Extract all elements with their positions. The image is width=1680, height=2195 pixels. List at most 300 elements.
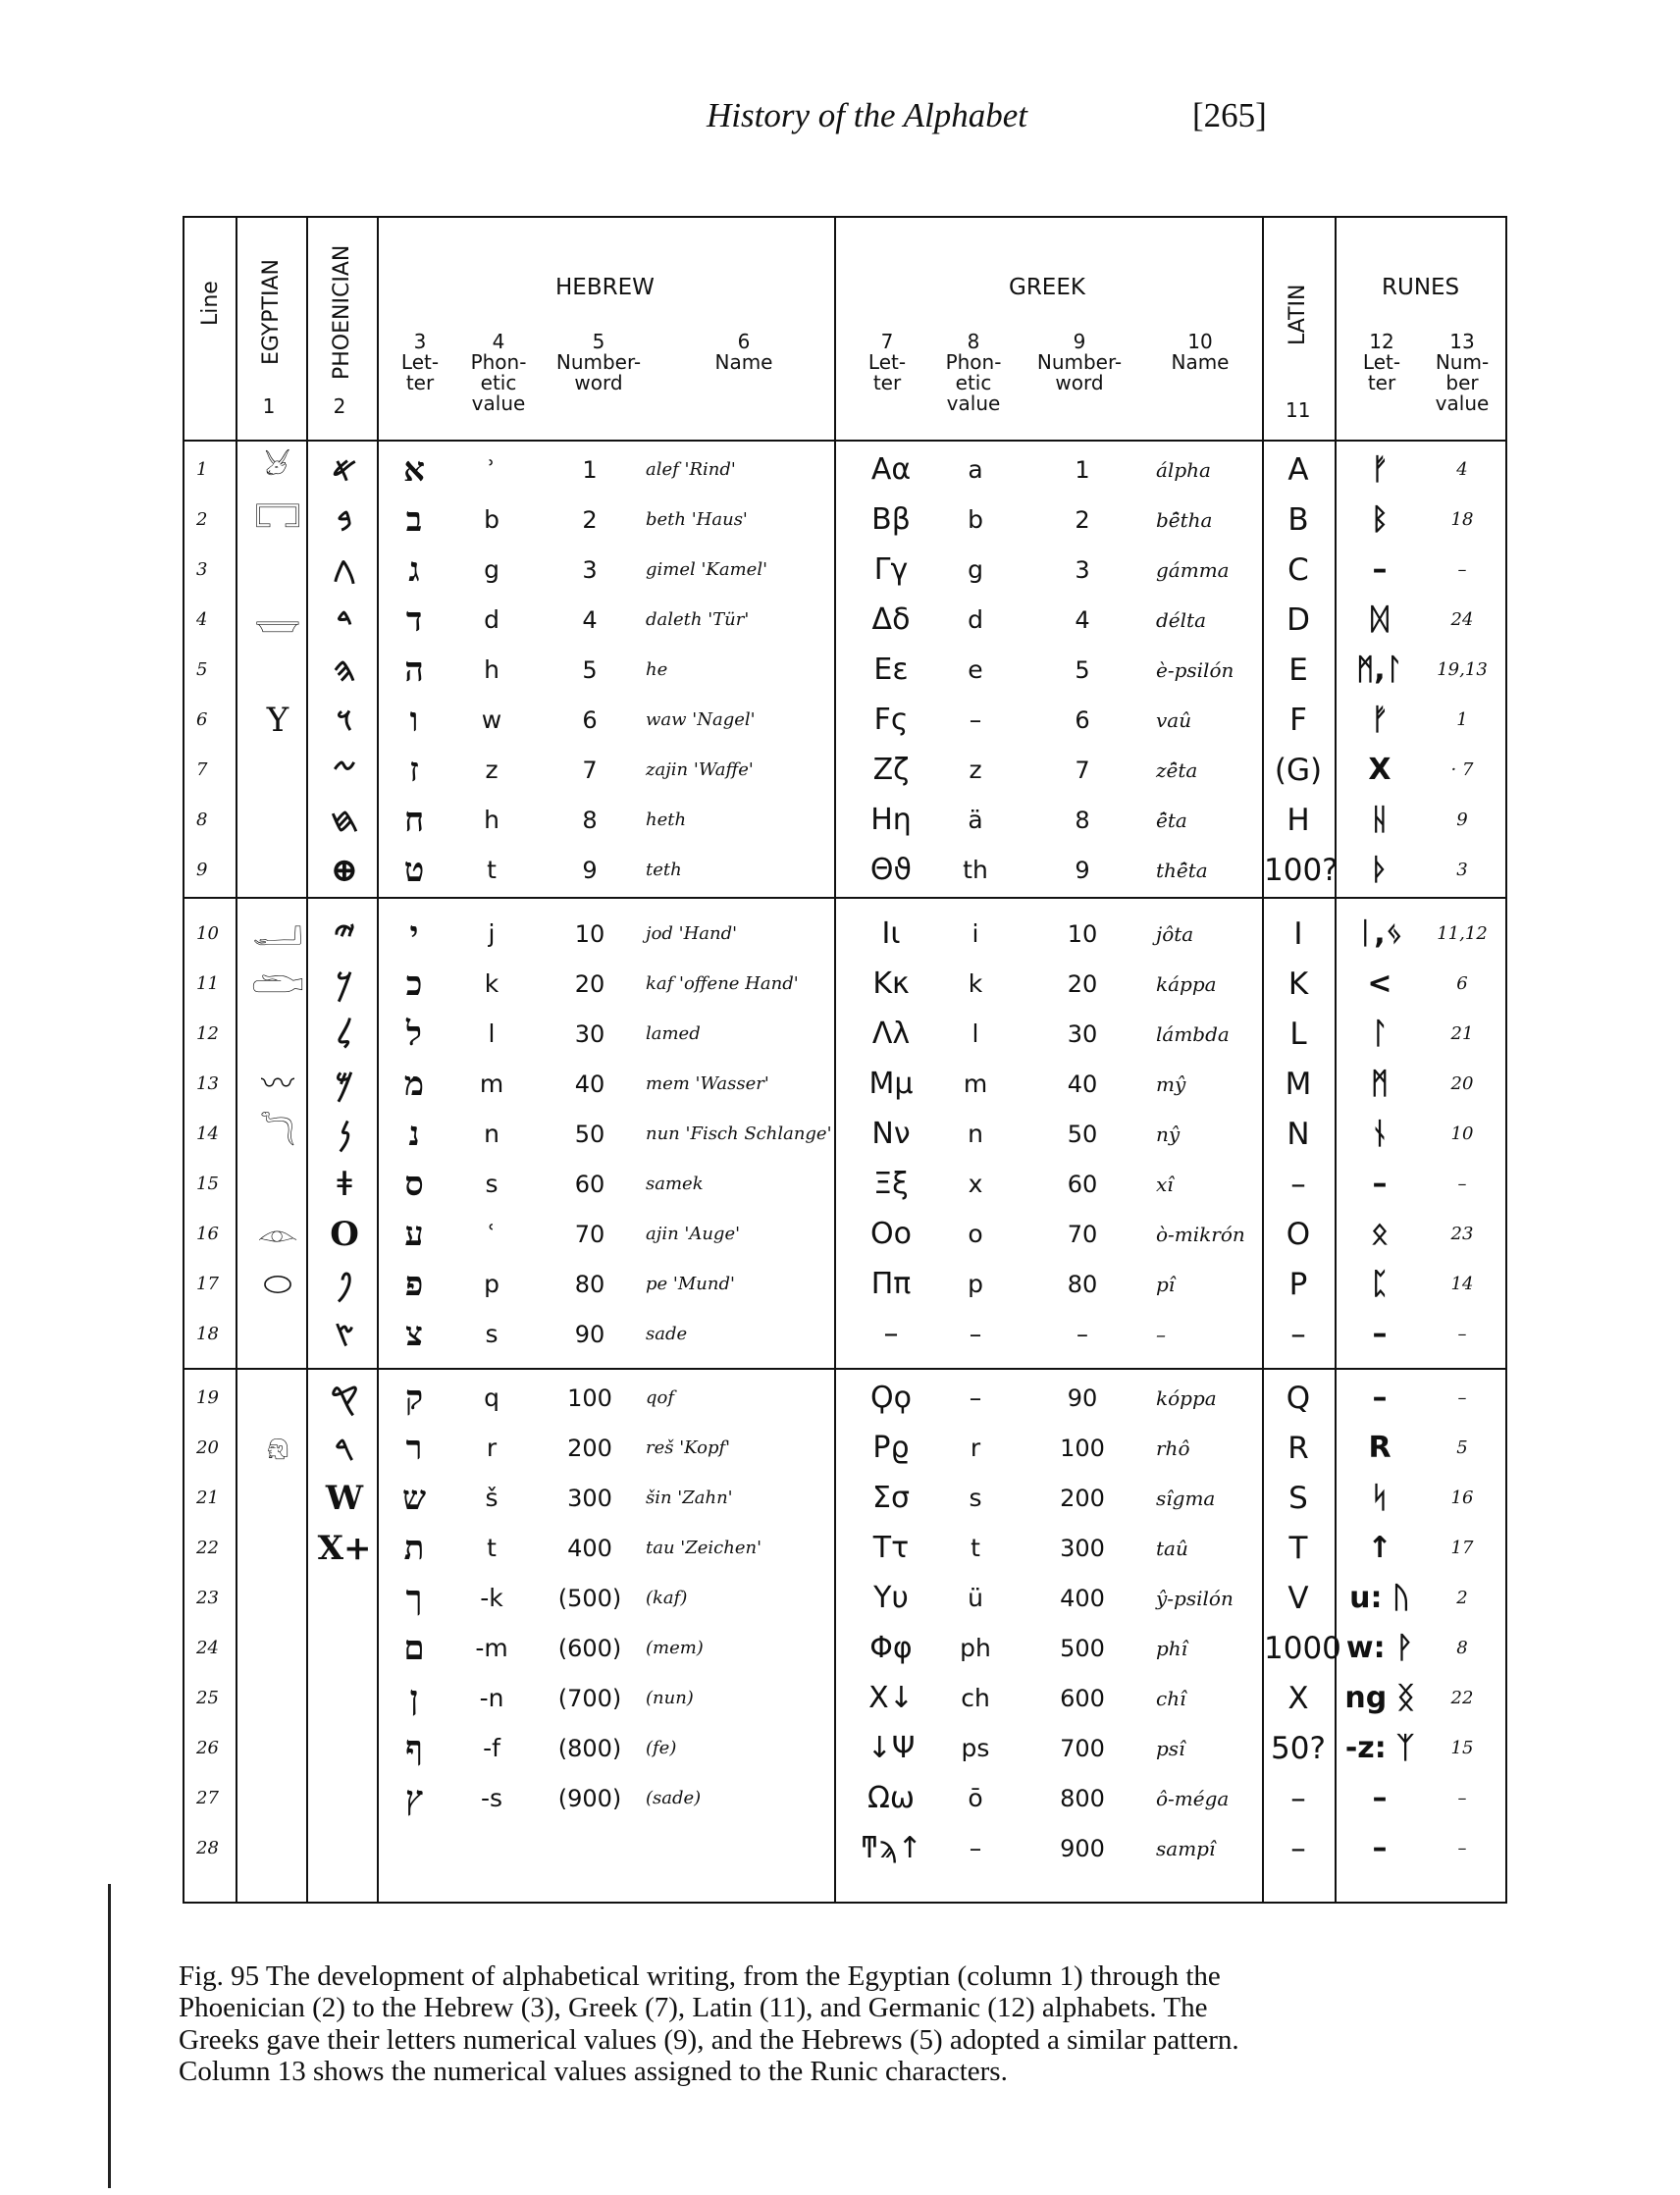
cell-rl: ᚦ: [1371, 853, 1389, 887]
figure-caption: Fig. 95 The development of alphabetical writing, from the Egyptian (column 1) through the Phoenician (2) to the Hebrew (3), Greek (7), Latin (11), and Germanic (12) alphabets. The Greeks gave their letters numerical values (9), and the Hebrews (5) adopted a similar pattern. Column 13 shows the numerical values assigned to the Runic characters.: [179, 1960, 1239, 2088]
cell-ph: 𐤂: [333, 550, 356, 590]
cell-hname: lamed: [646, 1023, 701, 1044]
cell-hp: h: [484, 655, 499, 684]
cell-ph: 𐤅: [336, 701, 353, 740]
cell-gp: z: [969, 756, 982, 784]
cell-la: D: [1286, 602, 1310, 638]
cell-ph: 𐤁: [337, 500, 352, 540]
cell-eg: Y: [266, 701, 289, 740]
cell-gl: ͳϡ↑: [860, 1831, 922, 1865]
cell-gp: s: [969, 1484, 982, 1512]
cell-gp: ch: [961, 1684, 990, 1712]
cell-gp: d: [968, 605, 983, 634]
cell-rl: ᛈ: [1371, 1267, 1389, 1301]
cell-rl: u: ᚢ: [1349, 1581, 1410, 1615]
cell-hp: -s: [480, 1784, 503, 1812]
cell-gname: mŷ: [1156, 1072, 1186, 1096]
cell-rl: ᛋ: [1371, 1481, 1389, 1515]
cell-hn: [555, 1824, 624, 1873]
cell-rn: –: [1457, 1387, 1467, 1408]
cell-hp: g: [484, 555, 499, 584]
cell-la: B: [1287, 502, 1309, 538]
cell-ph: 𐤒: [330, 1379, 359, 1418]
cell-eg: 𓆓: [259, 1115, 296, 1154]
cell-ph: 𐤋: [336, 1015, 353, 1054]
cell-rl: –: [1372, 1781, 1388, 1815]
table-row: [184, 1724, 1505, 1773]
cell-hl: כ: [405, 965, 423, 1004]
cell-gn: 2: [1075, 506, 1090, 534]
cell-hl: ו: [409, 701, 419, 740]
cell-gp: –: [969, 1384, 982, 1412]
cell-rl: ᛞ: [1371, 602, 1389, 637]
cell-rl: –: [1372, 1167, 1388, 1201]
cell-eg: [247, 1010, 308, 1059]
cell-ph: O: [330, 1215, 359, 1254]
table-row: [184, 1474, 1505, 1523]
cell-gn: 4: [1075, 606, 1090, 634]
cell-rn: 15: [1450, 1738, 1474, 1758]
cell-hn: 80: [574, 1271, 605, 1298]
cell-hl: נ: [408, 1115, 420, 1154]
cell-hname: (nun): [646, 1688, 694, 1708]
cell-gname: nŷ: [1156, 1123, 1181, 1146]
cell-hname: sade: [646, 1324, 688, 1344]
cell-hp: l: [488, 1019, 496, 1048]
cell-gn: 8: [1075, 807, 1090, 834]
cell-rl: ᚠ: [1371, 452, 1389, 487]
cell-hname: tau 'Zeichen': [646, 1538, 762, 1558]
cell-hl: ב: [405, 500, 423, 540]
cell-rl: ᛗ,ᛚ: [1356, 653, 1403, 687]
cell-gl: Ττ: [872, 1531, 910, 1565]
table-row: [184, 1774, 1505, 1823]
cell-line: 26: [196, 1738, 219, 1758]
col-7-label: 7 Let- ter: [867, 330, 907, 394]
cell-rl: ᚺ: [1371, 803, 1389, 837]
cell-line: 10: [196, 923, 219, 944]
cell-gname: kóppa: [1156, 1386, 1217, 1410]
cell-gn: 200: [1060, 1485, 1105, 1512]
cell-gn: 30: [1067, 1020, 1098, 1048]
cell-gname: ē̂ta: [1156, 809, 1187, 832]
cell-gl: Ζζ: [872, 753, 910, 787]
table-row: [184, 1210, 1505, 1259]
cell-hn: 2: [582, 506, 598, 534]
cell-la: R: [1287, 1431, 1309, 1466]
cell-gl: Ϝς: [873, 703, 909, 737]
cell-gp: ä: [968, 806, 983, 834]
cell-gn: 100: [1060, 1435, 1105, 1462]
cell-gname: è-psilón: [1156, 658, 1234, 682]
col-phoenician-label: PHOENICIAN: [330, 244, 354, 380]
cell-gn: 600: [1060, 1685, 1105, 1712]
cell-hname: alef 'Rind': [646, 459, 736, 480]
cell-gname: bē̂tha: [1156, 508, 1213, 532]
cell-gp: ps: [961, 1734, 990, 1762]
cell-rl: X: [1368, 753, 1391, 787]
cell-ph: ǂ: [337, 1165, 352, 1204]
cell-gname: jôta: [1156, 922, 1194, 946]
cell-gname: sîgma: [1156, 1487, 1216, 1510]
cell-gl: Ϙϙ: [870, 1381, 912, 1415]
cell-line: 18: [196, 1324, 219, 1344]
group-runes-label: RUNES: [1382, 275, 1460, 300]
cell-gname: káppa: [1156, 972, 1217, 996]
cell-gn: –: [1076, 1321, 1088, 1348]
cell-gn: 6: [1075, 706, 1090, 734]
cell-gname: álpha: [1156, 458, 1211, 482]
cell-hp: d: [484, 605, 499, 634]
cell-hname: beth 'Haus': [646, 509, 748, 530]
cell-hp: -n: [479, 1684, 504, 1712]
cell-ph: [314, 1674, 375, 1723]
cell-ph: 𐤃: [336, 601, 353, 640]
cell-la: Q: [1286, 1381, 1311, 1416]
cell-hl: ג: [408, 550, 420, 590]
cell-hl: ה: [404, 651, 424, 690]
cell-line: 9: [196, 860, 208, 880]
cell-hl: צ: [405, 1315, 423, 1354]
cell-la: L: [1289, 1017, 1307, 1052]
cell-hl: ן: [409, 1679, 419, 1718]
cell-hp: k: [484, 969, 499, 998]
cell-rn: · 7: [1450, 759, 1474, 780]
cell-gl: Ββ: [871, 502, 911, 537]
cell-rn: 16: [1450, 1488, 1474, 1508]
cell-rn: 17: [1450, 1538, 1474, 1558]
cell-gname: chî: [1156, 1687, 1186, 1710]
cell-hp: n: [484, 1120, 499, 1148]
cell-hn: (800): [557, 1735, 622, 1762]
cell-hp: t: [487, 856, 497, 884]
cell-hp: -m: [475, 1634, 508, 1662]
col-2-number: 2: [333, 394, 346, 418]
cell-eg: [247, 1824, 308, 1873]
cell-ph: 𐤉: [334, 915, 355, 954]
cell-line: 27: [196, 1788, 219, 1808]
cell-hp: m: [479, 1070, 504, 1098]
cell-gname: zē̂ta: [1156, 758, 1198, 782]
cell-la: M: [1285, 1067, 1312, 1102]
cell-gl: Δδ: [871, 602, 911, 637]
cell-gname: gámma: [1156, 558, 1230, 582]
cell-gname: ŷ-psilón: [1156, 1587, 1234, 1610]
table-row: [184, 960, 1505, 1009]
cell-hp: r: [486, 1434, 498, 1462]
cell-hl: ץ: [405, 1779, 423, 1818]
cell-gl: Σσ: [872, 1481, 910, 1515]
cell-hname: zajin 'Waffe': [646, 759, 754, 780]
cell-hn: 100: [567, 1385, 612, 1412]
cell-hl: א: [403, 450, 425, 490]
cell-rn: 21: [1450, 1023, 1474, 1044]
cell-hn: (900): [557, 1785, 622, 1812]
cell-rn: –: [1457, 1324, 1467, 1344]
cell-gp: m: [963, 1070, 988, 1098]
cell-hp: ʾ: [488, 455, 496, 484]
cell-hname: (sade): [646, 1788, 702, 1808]
cell-hl: ס: [404, 1165, 424, 1204]
cell-hn: (600): [557, 1635, 622, 1662]
cell-eg: [247, 546, 308, 595]
cell-rl: ᛚ: [1371, 1017, 1389, 1051]
cell-ph: 𐤊: [336, 965, 353, 1004]
cell-gp: th: [963, 856, 988, 884]
cell-hn: 8: [582, 807, 598, 834]
page-number: [265]: [1192, 96, 1267, 134]
cell-rn: 8: [1456, 1638, 1468, 1658]
cell-la: C: [1287, 552, 1309, 588]
cell-rn: 11,12: [1437, 923, 1488, 944]
cell-gp: o: [968, 1220, 983, 1248]
cell-rl: –: [1372, 552, 1388, 587]
cell-hname: (fe): [646, 1738, 677, 1758]
cell-gl: Ξξ: [873, 1167, 909, 1201]
cell-hl: ף: [405, 1729, 423, 1768]
cell-gp: b: [968, 505, 983, 534]
cell-gn: 40: [1067, 1071, 1098, 1098]
cell-rn: –: [1457, 1838, 1467, 1858]
cell-eg: 𓂝: [252, 915, 303, 954]
cell-gl: Γγ: [873, 552, 909, 587]
cell-gn: 60: [1067, 1171, 1098, 1198]
table-row: [184, 1824, 1505, 1873]
cell-rn: 20: [1450, 1073, 1474, 1094]
cell-hp: t: [487, 1534, 497, 1562]
cell-la: K: [1287, 967, 1309, 1002]
cell-line: 20: [196, 1437, 219, 1458]
cell-hl: ד: [405, 601, 423, 640]
table-row: [184, 1374, 1505, 1423]
cell-hn: 90: [574, 1321, 605, 1348]
cell-gname: rhô: [1156, 1437, 1190, 1460]
running-header-title: History of the Alphabet: [707, 96, 1027, 134]
cell-hp: z: [485, 756, 499, 784]
cell-rl: w: ᚹ: [1345, 1631, 1414, 1665]
cell-line: 25: [196, 1688, 219, 1708]
col-9-label: 9 Number- word: [1036, 330, 1123, 394]
cell-gn: 20: [1067, 970, 1098, 998]
cell-eg: 𓉐: [254, 500, 301, 540]
cell-rl: <: [1367, 967, 1392, 1001]
cell-gn: 50: [1067, 1121, 1098, 1148]
cell-rl: ᚠ: [1371, 703, 1389, 737]
cell-gp: g: [968, 555, 983, 584]
cell-rl: ᛗ: [1371, 1067, 1389, 1101]
cell-hl: ט: [403, 851, 425, 890]
cell-ph: W: [325, 1479, 364, 1518]
cell-hl: ז: [409, 751, 419, 790]
cell-hname: jod 'Hand': [646, 923, 738, 944]
cell-ph: [314, 1574, 375, 1623]
cell-rn: 14: [1450, 1274, 1474, 1294]
cell-hname: qof: [646, 1387, 675, 1408]
cell-hl: ש: [401, 1479, 427, 1518]
cell-hname: pe 'Mund': [646, 1274, 735, 1294]
cell-hn: 30: [574, 1020, 605, 1048]
cell-hn: 50: [574, 1121, 605, 1148]
cell-gn: 5: [1075, 656, 1090, 684]
cell-gp: p: [968, 1270, 983, 1298]
cell-gn: 900: [1060, 1835, 1105, 1862]
cell-line: 24: [196, 1638, 219, 1658]
cell-la: I: [1293, 916, 1303, 952]
cell-gname: lámbda: [1156, 1022, 1230, 1046]
cell-hp: -k: [480, 1584, 503, 1612]
cell-gname: vaû: [1156, 708, 1192, 732]
cell-gl: Εε: [873, 653, 909, 687]
cell-hn: 60: [574, 1171, 605, 1198]
col-egyptian-label: EGYPTIAN: [259, 259, 284, 365]
cell-rl: ᛟ: [1371, 1217, 1389, 1251]
cell-gl: Οο: [870, 1217, 912, 1251]
table-row: [184, 1574, 1505, 1623]
cell-hp: b: [484, 505, 499, 534]
cell-hname: daleth 'Tür': [646, 609, 750, 630]
cell-line: 19: [196, 1387, 219, 1408]
cell-rn: 22: [1450, 1688, 1474, 1708]
cell-hp: w: [481, 706, 502, 734]
cell-eg: 〰: [261, 1065, 294, 1104]
cell-eg: [247, 1624, 308, 1673]
cell-hname: mem 'Wasser': [646, 1073, 769, 1094]
cell-gname: thē̂ta: [1156, 859, 1208, 882]
col-12-label: 12 Let- ter: [1362, 330, 1401, 394]
cell-hn: 6: [582, 706, 598, 734]
cell-line: 15: [196, 1174, 219, 1194]
cell-gp: ō: [968, 1784, 983, 1812]
col-3-label: 3 Let- ter: [400, 330, 440, 394]
cell-hn: 7: [582, 757, 598, 784]
cell-hname: kaf 'offene Hand': [646, 973, 799, 994]
alphabet-table: [183, 216, 1507, 1904]
cell-la: 50?: [1271, 1731, 1326, 1766]
cell-gn: 7: [1075, 757, 1090, 784]
cell-gp: ph: [960, 1634, 991, 1662]
cell-gp: a: [968, 455, 983, 484]
col-11-number: 11: [1286, 398, 1311, 422]
cell-ph: 𐤑: [334, 1315, 355, 1354]
table-row: [184, 846, 1505, 895]
cell-hname: ajin 'Auge': [646, 1224, 741, 1244]
cell-line: 13: [196, 1073, 219, 1094]
cell-eg: [247, 1374, 308, 1423]
cell-gn: 1: [1075, 456, 1090, 484]
cell-eg: 𓉿: [254, 601, 301, 640]
cell-hp: š: [485, 1484, 499, 1512]
cell-la: X: [1287, 1681, 1309, 1716]
cell-rn: 9: [1456, 810, 1468, 830]
cell-gname: phî: [1156, 1637, 1188, 1660]
cell-hname: (mem): [646, 1638, 704, 1658]
cell-eg: [247, 1310, 308, 1359]
cell-rl: R: [1368, 1431, 1391, 1465]
cell-eg: [247, 646, 308, 695]
cell-ph: 𐤄: [333, 651, 356, 690]
table-row: [184, 546, 1505, 595]
cell-hl: ם: [403, 1629, 425, 1668]
cell-hl: ר: [405, 1429, 423, 1468]
table-row: [184, 1060, 1505, 1109]
cell-hp: q: [484, 1384, 499, 1412]
cell-hn: (700): [557, 1685, 622, 1712]
cell-la: 1000: [1264, 1631, 1341, 1666]
cell-hname: teth: [646, 860, 682, 880]
table-row: [184, 596, 1505, 645]
cell-rl: –: [1372, 1831, 1388, 1865]
cell-line: 16: [196, 1224, 219, 1244]
cell-gl: Υυ: [873, 1581, 909, 1615]
cell-eg: [247, 1474, 308, 1523]
cell-ph: 𐤇: [330, 801, 359, 840]
cell-gn: 80: [1067, 1271, 1098, 1298]
cell-gn: 70: [1067, 1221, 1098, 1248]
cell-la: E: [1288, 653, 1308, 688]
table-row: [184, 1260, 1505, 1309]
cell-gl: –: [883, 1317, 899, 1351]
cell-rn: –: [1457, 1174, 1467, 1194]
col-8-label: 8 Phon- etic value: [945, 330, 1002, 415]
cell-hname: (kaf): [646, 1588, 688, 1608]
cell-gn: 3: [1075, 556, 1090, 584]
cell-line: 14: [196, 1124, 219, 1144]
cell-eg: [247, 1674, 308, 1723]
cell-gp: i: [971, 919, 979, 948]
group-greek-label: GREEK: [1009, 275, 1085, 300]
cell-gn: 9: [1075, 857, 1090, 884]
cell-rl: ᛒ: [1371, 502, 1389, 537]
table-row: [184, 1674, 1505, 1723]
col-10-label: 10 Name: [1171, 330, 1230, 374]
cell-line: 2: [196, 509, 208, 530]
cell-line: 22: [196, 1538, 219, 1558]
cell-gp: r: [970, 1434, 981, 1462]
cell-ph: [314, 1824, 375, 1873]
cell-hn: (500): [557, 1585, 622, 1612]
cell-rn: 24: [1450, 609, 1474, 630]
cell-gn: 700: [1060, 1735, 1105, 1762]
cell-la: O: [1286, 1217, 1311, 1252]
cell-line: 6: [196, 709, 208, 730]
cell-hp: ʿ: [488, 1220, 496, 1248]
cell-rn: 19,13: [1437, 659, 1488, 680]
col-5-label: 5 Number- word: [555, 330, 642, 394]
cell-rn: 23: [1450, 1224, 1474, 1244]
margin-rule: [108, 1884, 111, 2188]
col-line-label: Line: [198, 281, 223, 326]
cell-hname: samek: [646, 1174, 704, 1194]
cell-rn: 4: [1456, 459, 1468, 480]
cell-rn: 6: [1456, 973, 1468, 994]
col-4-label: 4 Phon- etic value: [470, 330, 527, 415]
cell-gl: Λλ: [871, 1017, 911, 1051]
cell-gl: Ππ: [870, 1267, 912, 1301]
cell-ph: 𐤌: [335, 1065, 354, 1104]
cell-gname: –: [1156, 1323, 1166, 1346]
cell-hl: ע: [404, 1215, 424, 1254]
cell-line: 7: [196, 759, 208, 780]
cell-rn: –: [1457, 559, 1467, 580]
cell-hn: 300: [567, 1485, 612, 1512]
cell-la: 100?: [1264, 853, 1339, 888]
cell-hl: מ: [403, 1065, 425, 1104]
cell-gname: délta: [1156, 608, 1206, 632]
cell-la: F: [1289, 703, 1307, 738]
cell-gl: Ωω: [866, 1781, 916, 1815]
cell-rl: –: [1372, 1317, 1388, 1351]
cell-eg: [247, 1160, 308, 1209]
